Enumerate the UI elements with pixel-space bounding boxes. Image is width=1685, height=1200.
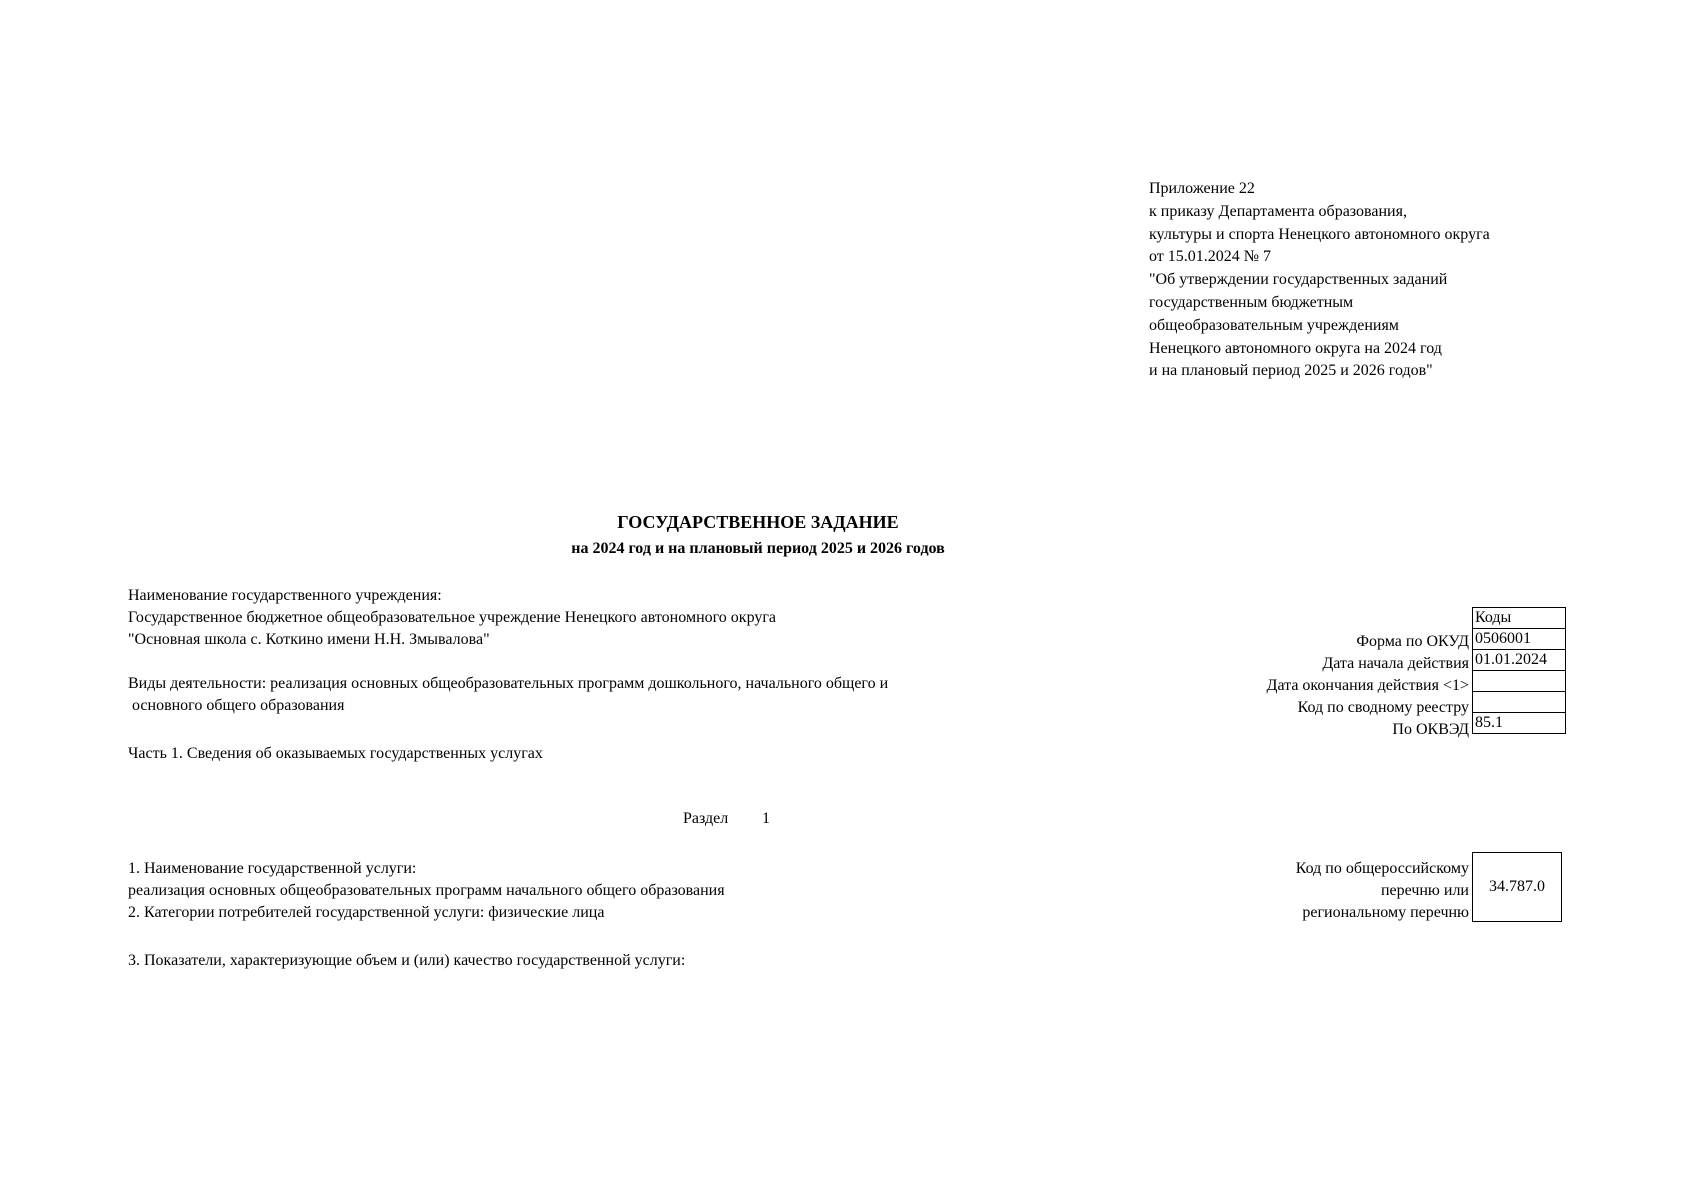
code-value-okud: 0506001 — [1473, 629, 1566, 650]
appendix-line: Ненецкого автономного округа на 2024 год — [1149, 339, 1442, 357]
section-number: 1 — [762, 810, 770, 827]
service-item1: 1. Наименование государственной услуги: — [128, 860, 417, 877]
institution-name-line1: Государственное бюджетное общеобразовательное учреждение Ненецкого автономного округа — [128, 609, 777, 626]
codes-table — [1472, 607, 1566, 734]
appendix-line: "Об утверждении государственных заданий — [1149, 271, 1448, 289]
document-title: ГОСУДАРСТВЕННОЕ ЗАДАНИЕ — [617, 512, 899, 532]
registry-code-value: 34.787.0 — [1472, 852, 1562, 922]
code-label-end-date: Дата окончания действия <1> — [1266, 677, 1469, 694]
code-value-start-date: 01.01.2024 — [1473, 650, 1566, 671]
code-label-registry: Код по сводному реестру — [1297, 699, 1469, 716]
appendix-line: государственным бюджетным — [1149, 293, 1354, 311]
codes-header: Коды — [1473, 608, 1566, 629]
activity-line2: основного общего образования — [128, 697, 345, 714]
appendix-block — [1149, 178, 1490, 383]
appendix-line: общеобразовательным учреждениям — [1149, 316, 1399, 334]
service-item1-value: реализация основных общеобразовательных программ начального общего образования — [128, 882, 725, 899]
appendix-line: культуры и спорта Ненецкого автономного округа — [1149, 225, 1490, 243]
institution-label: Наименование государственного учреждения: — [128, 587, 442, 604]
appendix-line: и на плановый период 2025 и 2026 годов" — [1149, 362, 1433, 380]
code-value-registry — [1473, 692, 1566, 713]
code-value-end-date — [1473, 671, 1566, 692]
service-item3: 3. Показатели, характеризующие объем и (или) качество государственной услуги: — [128, 952, 686, 969]
institution-name-line2: "Основная школа с. Коткино имени Н.Н. Змывалова" — [128, 631, 490, 648]
part-heading: Часть 1. Сведения об оказываемых государственных услугах — [128, 745, 543, 762]
code-label-okved: По ОКВЭД — [1392, 721, 1469, 738]
appendix-line: к приказу Департамента образования, — [1149, 202, 1407, 220]
document-subtitle: на 2024 год и на плановый период 2025 и 2026 годов — [571, 540, 945, 557]
appendix-line: от 15.01.2024 № 7 — [1149, 248, 1272, 266]
code-value-okved: 85.1 — [1473, 713, 1566, 734]
code-label-okud: Форма по ОКУД — [1356, 633, 1469, 650]
service-item2: 2. Категории потребителей государственной услуги: физические лица — [128, 904, 605, 921]
appendix-line: Приложение 22 — [1149, 180, 1255, 197]
registry-code-label-3: региональному перечню — [1302, 904, 1469, 921]
section-label: Раздел — [683, 810, 729, 827]
code-label-start-date: Дата начала действия — [1322, 655, 1469, 672]
registry-code-label-2: перечню или — [1380, 882, 1469, 899]
activity-line1: Виды деятельности: реализация основных общеобразовательных программ дошкольного, начального общего и — [128, 675, 889, 692]
registry-code-label-1: Код по общероссийскому — [1295, 860, 1469, 877]
